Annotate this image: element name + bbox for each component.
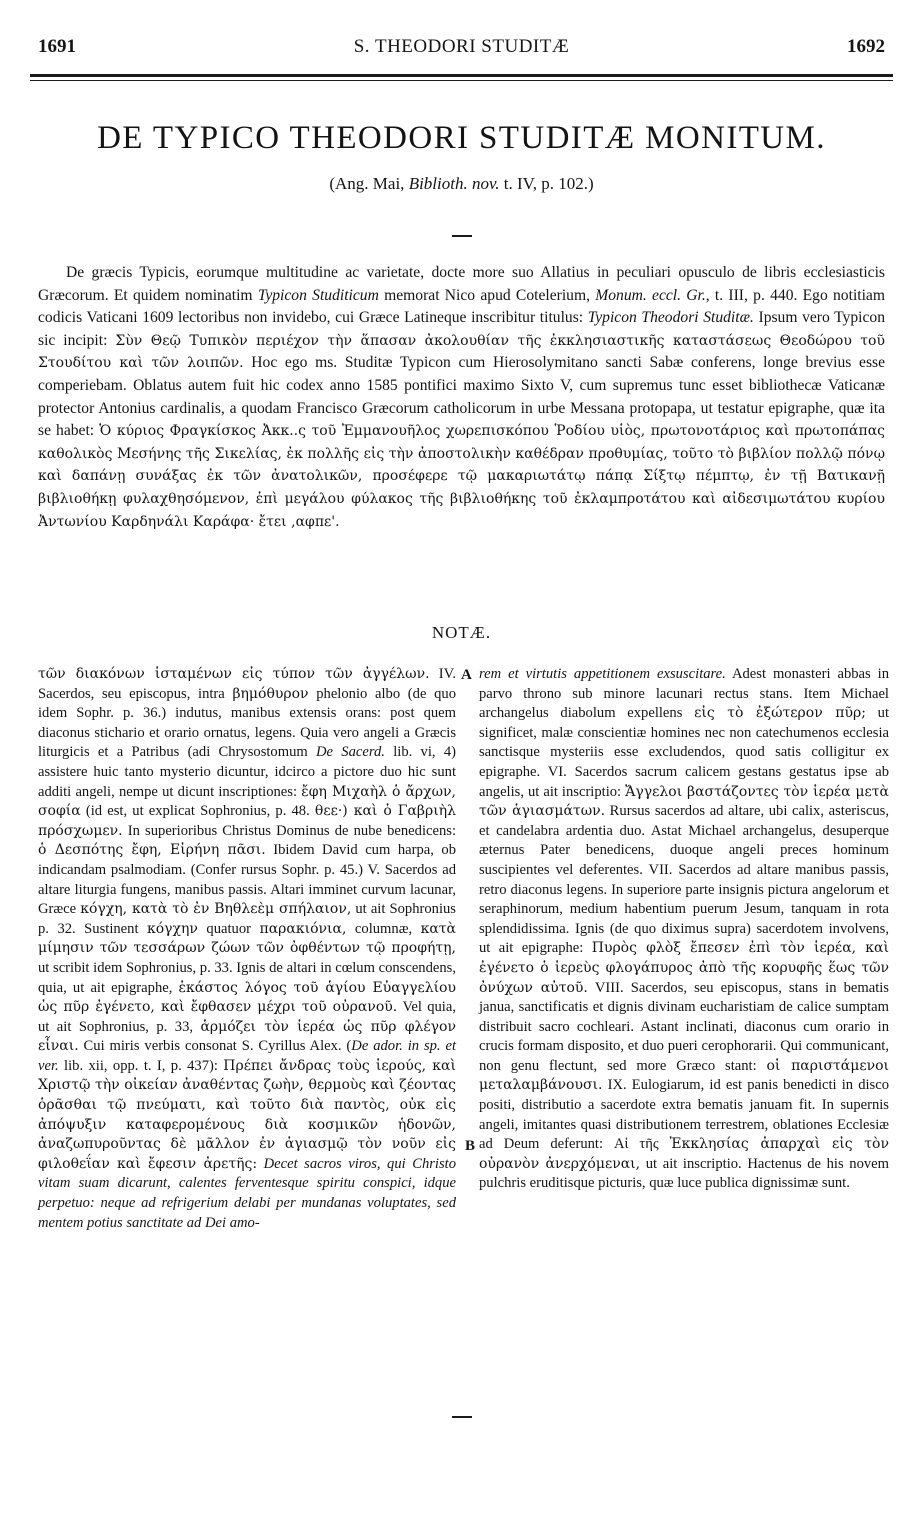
note-greek: εἰς τὸ ἐξώτερον πῦρ; <box>694 705 866 722</box>
separator-dash <box>452 235 472 237</box>
note-text: IV. Sacerdos, seu episcopus, intra <box>38 666 456 702</box>
note-text: IX. Eulogiarum, id est panis benedicti in disco positi, distributio a sacerdote extra bematis januam fit. In supernis angeli, imitantes quasi distributionem terrestrem, oblationes Ecclesiæ ad Deum deferunt: Αἱ τῆς <box>479 1077 889 1153</box>
note-greek: Ἐκκλησίας ἀπαρχαὶ εἰς τὸν οὐρανὸν ἀνερχόμεναι, <box>479 1136 889 1172</box>
intro-greek: Σὺν Θεῷ Τυπικὸν περιέχον τὴν ἅπασαν ἀκολουθίαν τῆς ἐκκλησιαστικῆς καταστάσεως Θεοδώρου τοῦ Στουδίτου καὶ τῶν λοιπῶν. <box>38 332 885 372</box>
page-number-right: 1692 <box>846 36 885 57</box>
note-text: VIII. Sacerdos, seu episcopus, stans in bematis janua, sanctificatis et dignis divinam eucharistiam de calice sumptam distribuit sacro cochleari. Astant inclinati, diaconus cum orario in crucis formam disposito, et duo pueri cerophorarii. Qui communicant, non genu flectunt, sed more Græco stant: <box>479 979 889 1074</box>
intro-text: memorat Nico apud Cotelerium, <box>378 286 596 304</box>
page-number-left: 1691 <box>38 36 76 57</box>
note-text: Adest monasteri abbas in parvo throno sub minore lacunari rectus stans. Item Michael archangelus diabolum expellens <box>479 666 889 722</box>
note-text: Vel quia, ut ait Sophronius, p. 33, <box>38 999 456 1035</box>
note-text: ut ait Sophronius p. 32. Sustinent <box>38 901 456 937</box>
note-text: lib. xii, opp. t. I, p. 437): <box>58 1057 224 1074</box>
note-text: lib. vi, 4) assistere huic tanto mysterio dicuntur, idcirco a pictore duo hic sunt additi angeli, nempe ut dicunt inscriptiones: <box>38 744 456 800</box>
note-greek: ἔφη Μιχαὴλ ὁ ἄρχων, σοφία <box>38 783 456 820</box>
note-text: ut scribit idem Sophronius, p. 33. Ignis de altari in cœlum conscendens, quia, ut ait epigraphe, <box>38 959 456 996</box>
note-greek: Ἄγγελοι βαστάζοντες τὸν ἱερέα μετὰ τῶν ἁγιασμάτων. <box>479 783 889 820</box>
intro-text: Hoc ego ms. Studitæ Typicon cum Hierosolymitano sancti Sabæ conferens, longe brevius esse comperiebam. Oblatus autem fuit hic codex anno 1585 pontifici maximo Sixto V, cum supremus tunc esset bibliothecæ Vaticanæ protector Antonius cardinalis, a quodam Francisco Græcorum catholicorum in urbe Messana protopapa, ut testatur epigraphe, quæ ita se habet: <box>38 354 885 440</box>
notes-column-right <box>479 665 889 1194</box>
intro-text: De græcis Typicis, eorumque multitudine ac varietate, docte more suo Allatius in peculiari opusculo de libris ecclesiasticis Græcorum. Et quidem nominatim <box>38 264 885 304</box>
header-rule-thin <box>30 80 893 81</box>
note-greek: Πρέπει ἄνδρας τοὺς ἱερούς, καὶ Χριστῷ τὴν οἰκείαν ἀναθέντας ζωὴν, θερμοὺς καὶ ζέοντας ὁρᾶσθαι τῷ πνεύματι, καὶ τοῦτο διὰ παντὸς, οὐκ εἰς ἀπόψυξιν καταφερομένους διὰ κοσμικῶν ἡδονῶν, ἀναζωπυροῦντας δὲ μᾶλλον ἐν ἁγιασμῷ τὸν νοῦν εἰς φιλοθεΐαν καὶ ἔφεσιν ἀρετῆς: <box>38 1057 456 1172</box>
note-greek: κόγχη, κατὰ τὸ ἐν Βηθλεὲμ σπήλαιον, <box>80 901 352 918</box>
note-greek: ὁ Δεσπότης ἔφη, Εἰρήνη πᾶσι. <box>38 842 266 859</box>
note-text: phelonio albo (de quo idem Sophr. p. 36.) indutus, manibus extensis orans: post quem diaconus stichario et orario ornatus, legens. Quia vero angeli a Græcis liturgicis et a Patribus (adi Chrysostomum <box>38 685 456 761</box>
note-text: quatuor <box>197 920 260 937</box>
note-text: Rursus sacerdos ad altare, ubi calix, asteriscus, et candelabra ardentia duo. Astat Michael archangelus, desuperque æternus Pater benedicens, duoque angeli preces hominum suscipientes vel deferentes. VII. Sacerdos ad altare manibus passis, retro diaconus legens. In superiore parte insignis pictura angelorum et seraphinorum, medium habentium puerum Jesum, tanquam in rota splendidissima. Ignis (de quo diximus supra) sacerdotem involvens, ut ait epigraphe: <box>479 803 889 957</box>
note-italic: De ador. in sp. et ver. <box>38 1038 456 1074</box>
running-title: S. THEODORI STUDITÆ <box>353 36 570 57</box>
note-text: Ibidem David cum harpa, ob indicandam psalmodiam. (Confer rursus Sophr. p. 45.) V. Sacerdos ad altare liturgia fungens, manibus passis. Altari imminet curvum lacunar, Græce <box>38 842 456 918</box>
note-greek: θεε·) καὶ ὁ Γαβριὴλ πρόσχωμεν. <box>38 803 457 839</box>
note-greek: βημόθυρον <box>232 685 309 702</box>
note-text: ut significet, malæ conscientiæ homines nec non catechumenos ecclesia sanctisque mysteriis esse excludendos, quod satis colligitur ex epigraphe. VI. Sacerdos sacrum calicem gestans gestatus ipse ab angelis, ut ait inscriptio: <box>479 705 889 800</box>
note-italic: De Sacerd. <box>316 744 385 761</box>
note-greek: ἑκάστος λόγος τοῦ ἁγίου Εὐαγγελίου ὡς πῦρ ἐγένετο, καὶ ἔφθασεν μέχρι τοῦ οὐρανοῦ. <box>38 979 456 1016</box>
intro-italic: Monum. eccl. Gr. <box>595 286 706 304</box>
intro-italic: Typicon Theodori Studitæ. <box>587 309 754 327</box>
notes-heading: NOTÆ. <box>431 623 492 642</box>
note-text: ut ait inscriptio. Hactenus de his novem pulchris eruditisque picturis, quæ luce publica dignissimæ sunt. <box>479 1155 890 1192</box>
note-greek: Πυρὸς φλὸξ ἔπεσεν ἐπὶ τὸν ἱερέα, καὶ ἐγένετο ὁ ἱερεὺς φλογάπυρος ἀπὸ τῆς κορυφῆς ἕως τῶν ὀνύχων αὐτοῦ. <box>479 940 889 996</box>
notes-column-left <box>38 665 456 1233</box>
separator-dash <box>452 1416 472 1418</box>
note-italic: Decet sacros viros, qui Christo vitam suam dicarunt, calentes ferventesque spiritu conspici, idque perpetuo: neque ad refrigerium delabi per mundanas voluptates, sed mentem potius sanctitate ad Dei amo- <box>38 1155 457 1231</box>
note-text: Cui miris verbis consonat S. Cyrillus Alex. ( <box>78 1038 352 1055</box>
note-text: (id est, ut explicat Sophronius, p. 48. <box>80 803 315 820</box>
column-marker-a: A <box>461 667 472 683</box>
citation-prefix: (Ang. Mai, <box>329 174 405 193</box>
intro-text: Ipsum vero Typicon sic incipit: <box>38 309 886 349</box>
note-italic: rem et virtutis appetitionem exsuscitare. <box>479 666 726 682</box>
intro-text: , t. III, p. 440. Ego notitiam codicis Vaticani 1609 lectoribus non invidebo, cui Græce Latineque inscribitur titulus: <box>38 286 885 327</box>
citation-suffix: t. IV, p. 102.) <box>503 174 594 193</box>
column-marker-b: B <box>465 1138 476 1154</box>
note-greek: ἁρμόζει τὸν ἱερέα ὡς πῦρ φλέγον εἶναι. <box>38 1018 456 1055</box>
note-greek: κόγχην <box>147 920 198 937</box>
note-greek: τῶν διακόνων ἱσταμένων εἰς τύπον τῶν ἀγγέλων. <box>38 666 430 682</box>
note-greek: παρακιόνια, <box>259 920 347 937</box>
note-text: In superioribus Christus Dominus de nube benedicens: <box>122 822 456 839</box>
source-citation <box>0 174 923 194</box>
note-text: columnæ, <box>346 920 421 937</box>
citation-work: Biblioth. nov. <box>408 174 500 193</box>
note-greek: οἱ παριστάμενοι μεταλαμβάνουσι. <box>479 1057 889 1094</box>
intro-greek: Ὁ κύριος Φραγκίσκος Ἀκκ..ς τοῦ Ἐμμανουῆλος χωρεπισκόπου Ῥοδίου υἱὸς, πρωτονοτάριος καὶ πρωτοπάπας καθολικὸς Μεσήνης τῆς Σικελίας, ἐκ πολλῆς εἰς τὴν ἀποστολικὴν καθέδραν προθυμίας, τοῦτο τὸ βιβλίον πολλῷ πόνῳ καὶ δαπάνῃ συνάξας ἐκ τῶν ἀνατολικῶν, προσέφερε τῷ μακαριωτάτῳ πάπᾳ Σίξτῳ πέμπτῳ, ἐν τῇ Βατικανῇ βιβλιοθήκῃ φυλαχθησόμενον, ἐπὶ μεγάλου φύλακος τῆς βιβλιοθήκης τοῦ ἐκλαμπροτάτου καὶ αἰδεσιμωτάτου κυρίου Ἀντωνίου Καρδηνάλι Καράφα· ἔτει ,αφπε'. <box>38 423 885 530</box>
intro-italic: Typicon Studiticum <box>257 286 379 304</box>
header-rule-thick <box>30 74 893 77</box>
note-greek: κατὰ μίμησιν τῶν τεσσάρων ζώων τῶν ὀφθέντων τῷ προφήτῃ, <box>38 920 456 957</box>
running-header <box>38 30 885 64</box>
intro-paragraph <box>38 262 885 533</box>
document-title: DE TYPICO THEODORI STUDITÆ MONITUM. <box>97 120 826 156</box>
